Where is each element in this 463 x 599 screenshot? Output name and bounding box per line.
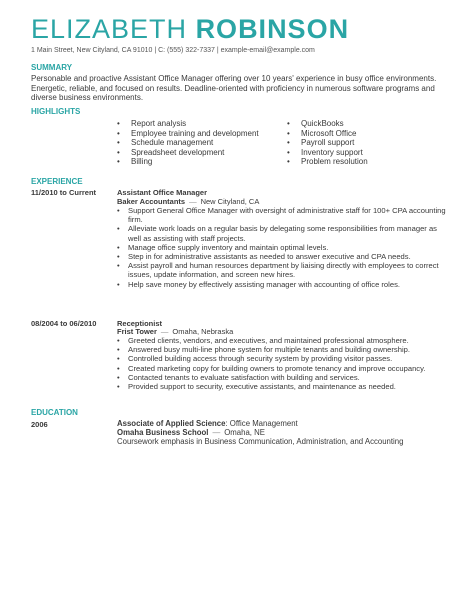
job-bullet: • Manage office supply inventory and maintain optimal levels.	[117, 243, 447, 252]
highlight-item: • Inventory support	[287, 148, 437, 158]
job-bullet: • Contacted tenants to evaluate satisfaction with building and services.	[117, 373, 447, 382]
job-company-line	[117, 197, 259, 206]
experience-heading: EXPERIENCE	[31, 177, 83, 186]
school-location: Omaha, NE	[224, 428, 265, 437]
job-bullet: • Support General Office Manager with oversight of administrative staff for 100+ CPA accounting firm.	[117, 206, 447, 224]
job-bullet: • Controlled building access through security system by providing visitor passes.	[117, 354, 447, 363]
job-dates: 11/2010 to Current	[31, 188, 97, 197]
company-name: Baker Accountants	[117, 197, 186, 206]
summary-heading: SUMMARY	[31, 63, 73, 72]
highlight-item: • Billing	[117, 157, 267, 167]
education-year: 2006	[31, 420, 48, 429]
last-name: ROBINSON	[195, 14, 350, 44]
job-bullet: • Alleviate work loads on a regular basis by delegating some responsibilities from manager as well as assisting with staff projects.	[117, 224, 447, 242]
job-bullet: • Step in for administrative assistants as needed to answer executive and CPA needs.	[117, 252, 447, 261]
highlight-item: • QuickBooks	[287, 119, 437, 129]
company-location: New Cityland, CA	[200, 197, 260, 206]
highlights-right-list	[287, 119, 437, 167]
job-title: Receptionist	[117, 319, 163, 328]
separator: —	[160, 327, 169, 336]
highlight-item: • Microsoft Office	[287, 129, 437, 139]
highlights-left-list	[117, 119, 267, 167]
job-bullet: • Answered busy multi-line phone system for multiple tenants and building ownership.	[117, 345, 447, 354]
field-of-study: : Office Management	[225, 419, 298, 428]
candidate-name	[31, 14, 349, 44]
school-name: Omaha Business School	[117, 428, 209, 437]
job-bullet: • Provided support to security, executive assistants, and maintenance as needed.	[117, 382, 447, 391]
job-bullet: • Created marketing copy for building owners to promote tenancy and improve occupancy.	[117, 364, 447, 373]
job-title: Assistant Office Manager	[117, 188, 208, 197]
summary-text: Personable and proactive Assistant Office Manager offering over 10 years' experience in busy office environments. Energetic, reliable, and focused on results. Deadline-oriented with proficiency in numerous software programs and diverse business environments.	[31, 74, 437, 103]
company-location: Omaha, Nebraska	[172, 327, 234, 336]
highlights-heading: HIGHLIGHTS	[31, 107, 81, 116]
highlight-item: • Payroll support	[287, 138, 437, 148]
first-name: ELIZABETH	[31, 14, 188, 44]
job-dates: 08/2004 to 06/2010	[31, 319, 97, 328]
job-bullet: • Help save money by effectively assisting manager with accounting of office roles.	[117, 280, 447, 289]
separator: —	[212, 428, 221, 437]
job-bullets	[117, 336, 447, 391]
degree: Associate of Applied Science	[117, 419, 226, 428]
highlight-item: • Report analysis	[117, 119, 267, 129]
education-heading: EDUCATION	[31, 408, 78, 417]
job-company-line	[117, 327, 233, 336]
highlight-item: • Problem resolution	[287, 157, 437, 167]
contact-info: 1 Main Street, New Cityland, CA 91010 | C: (555) 322-7337 | example-email@example.com	[31, 47, 315, 54]
highlight-item: • Spreadsheet development	[117, 148, 267, 158]
education-note: Coursework emphasis in Business Communication, Administration, and Accounting	[117, 437, 404, 446]
job-bullet: • Greeted clients, vendors, and executives, and maintained professional atmosphere.	[117, 336, 447, 345]
separator: —	[189, 197, 197, 206]
job-bullet: • Assist payroll and human resources department by liaising directly with employees to correct issues, update information, and screen new hires.	[117, 261, 447, 279]
job-bullets	[117, 206, 447, 289]
highlight-item: • Schedule management	[117, 138, 267, 148]
highlight-item: • Employee training and development	[117, 129, 267, 139]
company-name: Frist Tower	[117, 327, 157, 336]
